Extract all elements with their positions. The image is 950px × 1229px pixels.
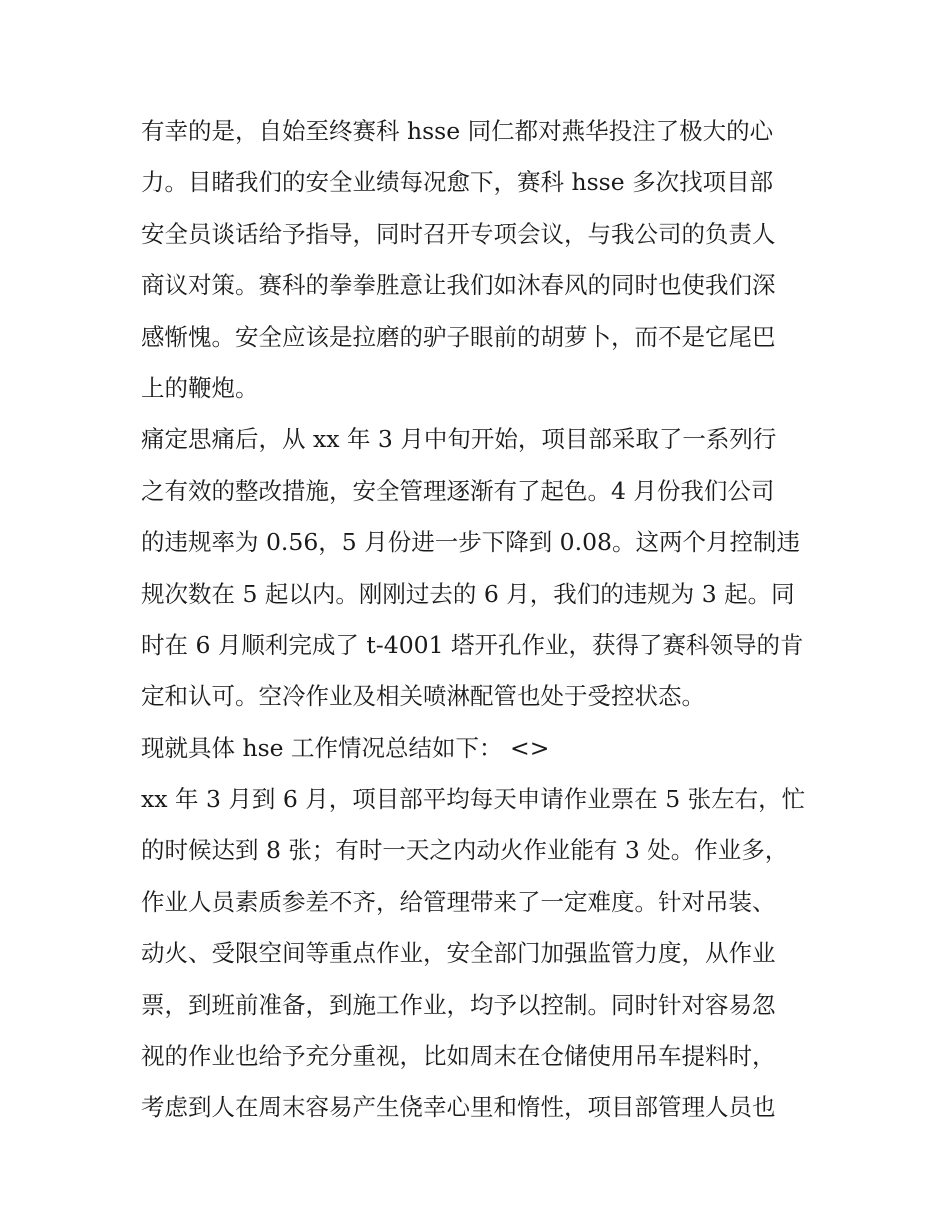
text-line: 作业人员素质参差不齐，给管理带来了一定难度。针对吊装、 bbox=[141, 887, 776, 916]
text-line: 规次数在 5 起以内。刚刚过去的 6 月，我们的违规为 3 起。同 bbox=[141, 579, 795, 608]
document-body bbox=[141, 106, 813, 1134]
text-line: 力。目睹我们的安全业绩每况愈下，赛科 hsse 多次找项目部 bbox=[141, 168, 774, 197]
text-line: 动火、受限空间等重点作业，安全部门加强监管力度，从作业 bbox=[141, 939, 776, 968]
text-line: 现就具体 hse 工作情况总结如下： <> bbox=[141, 733, 550, 762]
text-line: 的时候达到 8 张；有时一天之内动火作业能有 3 处。作业多， bbox=[141, 836, 789, 865]
text-line: 有幸的是，自始至终赛科 hsse 同仁都对燕华投注了极大的心 bbox=[141, 117, 774, 145]
text-line: 痛定思痛后，从 xx 年 3 月中旬开始，项目部采取了一系列行 bbox=[141, 425, 777, 454]
text-line: 票，到班前准备，到施工作业，均予以控制。同时针对容易忽 bbox=[141, 990, 776, 1019]
text-line: 时在 6 月顺利完成了 t-4001 塔开孔作业，获得了赛科领导的肯 bbox=[141, 630, 804, 659]
text-line: 的违规率为 0.56，5 月份进一步下降到 0.08。这两个月控制违 bbox=[141, 528, 801, 557]
text-line: 上的鞭炮。 bbox=[141, 373, 259, 402]
text-line: 考虑到人在周末容易产生侥幸心里和惰性，项目部管理人员也 bbox=[141, 1093, 776, 1122]
text-line: 之有效的整改措施，安全管理逐渐有了起色。4 月份我们公司 bbox=[141, 476, 775, 505]
text-line: 感惭愧。安全应该是拉磨的驴子眼前的胡萝卜，而不是它尾巴 bbox=[141, 322, 776, 351]
text-line: xx 年 3 月到 6 月，项目部平均每天申请作业票在 5 张左右，忙 bbox=[141, 785, 806, 814]
text-line: 商议对策。赛科的拳拳胜意让我们如沐春风的同时也使我们深 bbox=[141, 271, 776, 300]
text-line: 定和认可。空冷作业及相关喷淋配管也处于受控状态。 bbox=[141, 682, 705, 711]
text-line: 安全员谈话给予指导，同时召开专项会议，与我公司的负责人 bbox=[141, 219, 776, 248]
text-line: 视的作业也给予充分重视，比如周末在仓储使用吊车提料时， bbox=[141, 1042, 776, 1071]
